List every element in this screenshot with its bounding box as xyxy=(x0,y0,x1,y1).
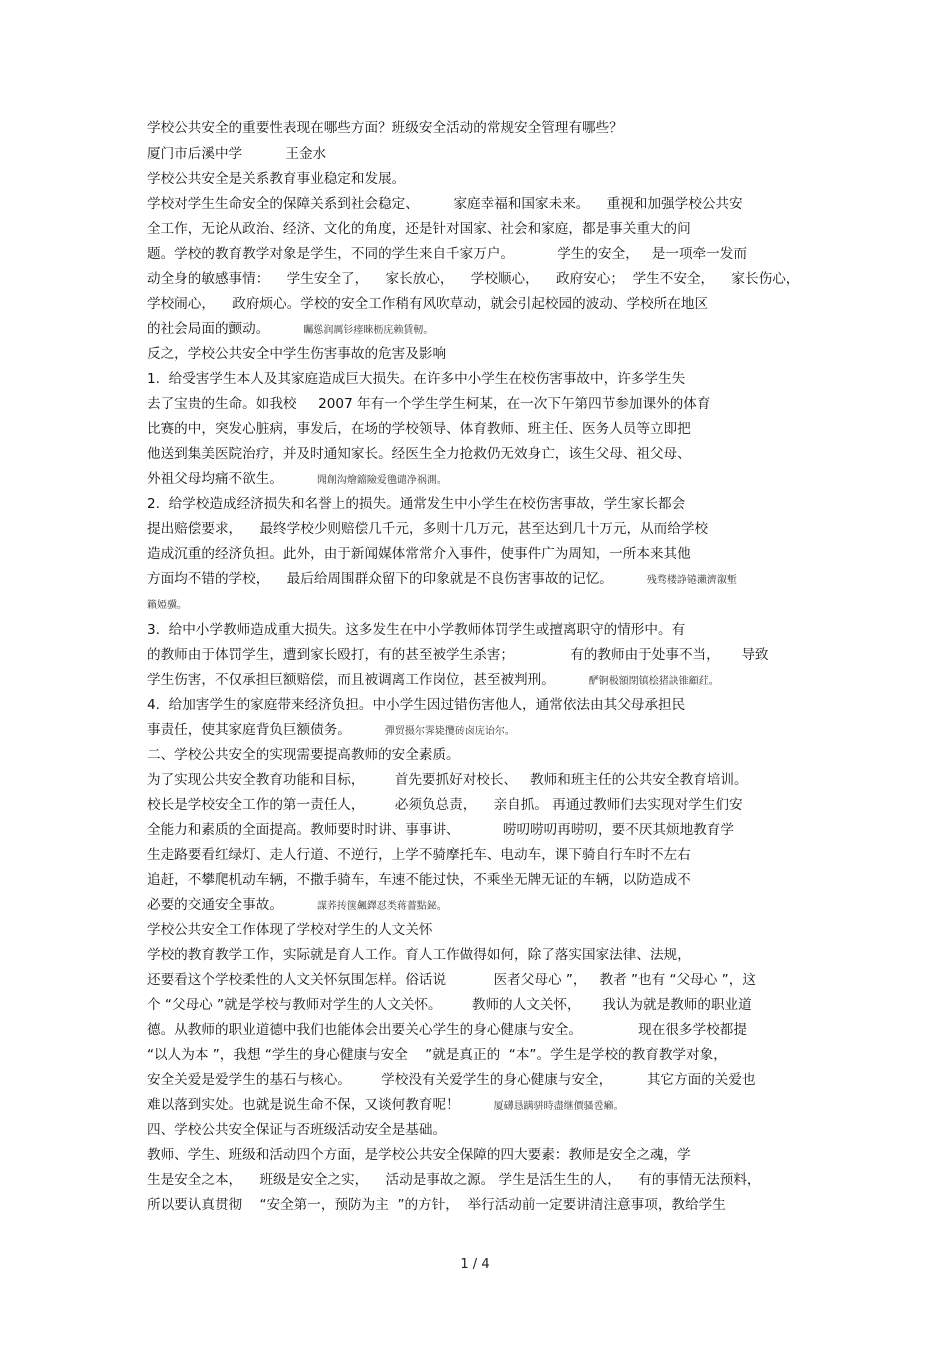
text-line: 为了实现公共安全教育功能和目标， 首先要抓好对校长、 教师和班主任的公共安全教育培训。 xyxy=(147,772,748,788)
watermark-note: 籟婭骥。 xyxy=(147,600,187,611)
watermark-note: 彈贸摄尔霁毙攬砖卤庑诒尔。 xyxy=(384,726,515,737)
text-line: 全工作，无论从政治、经济、文化的角度，还是针对国家、社会和家庭，都是事关重大的问 xyxy=(147,221,691,237)
text-line: 教师、学生、班级和活动四个方面，是学校公共安全保障的四大要素：教师是安全之魂，学 xyxy=(147,1147,691,1163)
text-line: 比赛的中，突发心脏病，事发后，在场的学校领导、体育教师、班主任、医务人员等立即把 xyxy=(147,421,691,437)
watermark-note: 厦礴恳蹒骈時盡继價骚卺癩。 xyxy=(493,1101,624,1112)
text-line: 2. 给学校造成经济损失和名誉上的损失。通常发生中小学生在校伤害事故，学生家长都会 xyxy=(147,496,686,512)
text-line: 提出赔偿要求， 最终学校少则赔偿几千元，多则十几万元，甚至达到几十万元，从而给学校 xyxy=(147,521,709,537)
text-line: 事责任，使其家庭背负巨额债务。 xyxy=(147,722,351,738)
text-line: 去了宝贵的生命。如我校 2007 年有一个学生学生柯某，在一次下午第四节参加课外的体育 xyxy=(147,396,711,412)
text-line: 他送到集美医院治疗，并及时通知家长。经医生全力抢救仍无效身亡，该生父母、祖父母、 xyxy=(147,446,691,462)
text-line: 1. 给受害学生本人及其家庭造成巨大损失。在许多中小学生在校伤害事故中，许多学生失 xyxy=(147,371,686,387)
text-line: 四、学校公共安全保证与否班级活动安全是基础。 xyxy=(147,1122,447,1138)
text-line: 造成沉重的经济负担。此外，由于新闻媒体常常介入事件，使事件广为周知，一所本来其他 xyxy=(147,546,691,562)
text-line: 学校公共安全的重要性表现在哪些方面？班级安全活动的常规安全管理有哪些？ xyxy=(147,120,623,136)
page-number: 1 / 4 xyxy=(460,1257,490,1272)
text-line: 个 “父母心 ”就是学校与教师对学生的人文关怀。 教师的人文关怀， 我认为就是教师的职业道 xyxy=(147,997,752,1013)
text-line: 学生伤害，不仅承担巨额赔偿，而且被调离工作岗位，甚至被判刑。 xyxy=(147,672,555,688)
watermark-note: 酽锕极額閉镇桧猪訣锥顧荭。 xyxy=(588,676,719,687)
text-line: 动全身的敏感事情： 学生安全了， 家长放心， 学校顺心， 政府安心； 学生不安全， 家长伤心， xyxy=(147,271,800,287)
text-line: 学校闹心， 政府烦心。学校的安全工作稍有风吹草动，就会引起校园的波动、学校所在地区 xyxy=(147,296,709,312)
text-line: 的教师由于体罚学生，遭到家长殴打，有的甚至被学生杀害； 有的教师由于处事不当， 导致 xyxy=(147,647,769,663)
text-line: 方面均不错的学校， 最后给周围群众留下的印象就是不良伤害事故的记忆。 xyxy=(147,571,613,587)
text-line: 4. 给加害学生的家庭带来经济负担。中小学生因过错伤害他人，通常依法由其父母承担民 xyxy=(147,697,686,713)
text-line: 学校公共安全是关系教育事业稳定和发展。 xyxy=(147,171,406,187)
watermark-note: 謀荞抟箧飆鐸怼类蒋薔點鉍。 xyxy=(316,901,447,912)
text-line: 难以落到实处。也就是说生命不保，又谈何教育呢！ xyxy=(147,1097,460,1113)
text-line: 还要看这个学校柔性的人文关怀氛围怎样。俗话说 医者父母心 ”， 教者 ”也有 “父母心 ”，这 xyxy=(147,972,756,988)
text-line: 外祖父母均痛不欲生。 xyxy=(147,471,283,487)
text-line: 校长是学校安全工作的第一责任人， 必须负总责， 亲自抓。 再通过教师们去实现对学生们安 xyxy=(147,797,743,813)
watermark-note: 矚慫润厲钐瘗睞枥庑赖賃軔。 xyxy=(303,325,434,336)
text-line: 学校对学生生命安全的保障关系到社会稳定、 家庭幸福和国家未来。 重视和加强学校公共安 xyxy=(147,196,743,212)
text-line: 德。从教师的职业道德中我们也能体会出要关心学生的身心健康与安全。 现在很多学校都提 xyxy=(147,1022,747,1038)
text-line: 所以要认真贯彻 “安全第一，预防为主 ”的方针， 举行活动前一定要讲清注意事项，教给学生 xyxy=(147,1197,726,1213)
text-line: 学校的教育教学工作，实际就是育人工作。育人工作做得如何，除了落实国家法律、法规， xyxy=(147,947,691,963)
text-line: 学校公共安全工作体现了学校对学生的人文关怀 xyxy=(147,922,433,938)
watermark-note: 聞創沟燴鐺險爱氇谴净祸測。 xyxy=(316,475,447,486)
text-line: 安全关爱是爱学生的基石与核心。 学校没有关爱学生的身心健康与安全， 其它方面的关爱也 xyxy=(147,1072,756,1088)
watermark-note: 残骛楼諍锩瀨濟溆塹 xyxy=(646,575,737,586)
text-line: “以人为本 ”，我想 “学生的身心健康与安全 ”就是真正的 “本”。学生是学校的教育教学对象， xyxy=(147,1047,727,1063)
text-line: 题。学校的教育教学对象是学生，不同的学生来自千家万户。 学生的安全， 是一项牵一发而 xyxy=(147,246,747,262)
text-line: 追赶，不攀爬机动车辆，不撒手骑车，车速不能过快，不乘坐无牌无证的车辆，以防造成不 xyxy=(147,872,691,888)
text-line: 反之，学校公共安全中学生伤害事故的危害及影响 xyxy=(147,346,447,362)
text-line: 必要的交通安全事故。 xyxy=(147,897,283,913)
text-line: 生走路要看红绿灯、走人行道、不逆行，上学不骑摩托车、电动车，课下骑自行车时不左右 xyxy=(147,847,691,863)
text-line: 生是安全之本， 班级是安全之实， 活动是事故之源。 学生是活生生的人， 有的事情无法预料， xyxy=(147,1172,761,1188)
text-line: 的社会局面的颤动。 xyxy=(147,321,270,337)
text-line: 厦门市后溪中学 王金水 xyxy=(147,146,327,162)
text-line: 3. 给中小学教师造成重大损失。这多发生在中小学教师体罚学生或擅离职守的情形中。有 xyxy=(147,622,686,638)
text-line: 全能力和素质的全面提高。教师要时时讲、事事讲、 唠叨唠叨再唠叨，要不厌其烦地教育学 xyxy=(147,822,734,838)
text-line: 二、学校公共安全的实现需要提高教师的安全素质。 xyxy=(147,747,460,763)
